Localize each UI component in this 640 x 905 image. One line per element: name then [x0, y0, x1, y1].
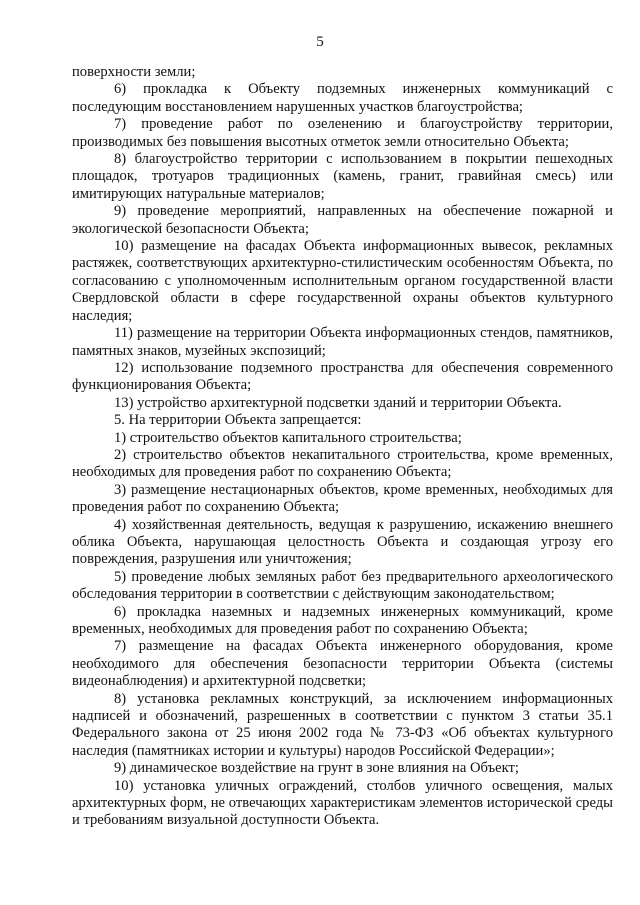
paragraph: 1) строительство объектов капитального строительства; [114, 429, 462, 446]
paragraph: 10) установка уличных ограждений, столбов уличного освещения, малых архитектурных форм, не отвечающих характеристикам элементов исторической среды и требованиям визуальной доступности Объекта. [72, 777, 613, 829]
paragraph: 10) размещение на фасадах Объекта информационных вывесок, рекламных растяжек, соответствующих архитектурно-стилистическим особенностям Объекта, по согласованию с уполномоченным исполнительным органом государственной власти Свердловской области в сфере государственной охраны объектов культурного наследия; [72, 238, 613, 324]
paragraph: 8) благоустройство территории с использованием в покрытии пешеходных площадок, тротуаров традиционных (камень, гранит, гравийная смесь) или имитирующих натуральные материалов; [72, 151, 613, 202]
paragraph: 6) прокладка к Объекту подземных инженерных коммуникаций с последующим восстановлением нарушенных участков благоустройства; [72, 81, 613, 115]
paragraph: 5) проведение любых земляных работ без предварительного археологического обследования территории в соответствии с действующим законодательством; [72, 568, 613, 603]
paragraph: 13) устройство архитектурной подсветки зданий и территории Объекта. [114, 394, 562, 411]
paragraph: 4) хозяйственная деятельность, ведущая к разрушению, искажению внешнего облика Объекта, нарушающая целостность Объекта и создающая угрозу его повреждения, разрушения или уничтожения; [72, 516, 613, 568]
document-body [72, 64, 613, 830]
paragraph: 8) установка рекламных конструкций, за исключением информационных надписей и обозначений, разрешенных в соответствии с пунктом 3 статьи 35.1 Федерального закона от 25 июня 2002 года № 73-ФЗ «Об объектах культурного наследия (памятниках истории и культуры) народов Российской Федерации»; [72, 690, 613, 759]
section-heading: 5. На территории Объекта запрещается: [114, 412, 362, 429]
paragraph: 2) строительство объектов некапитального строительства, кроме временных, необходимых для проведения работ по сохранению Объекта; [72, 446, 613, 481]
paragraph: 7) проведение работ по озеленению и благоустройству территории, производимых без повышения высотных отметок земли относительно Объекта; [72, 116, 613, 150]
paragraph: 9) проведение мероприятий, направленных на обеспечение пожарной и экологической безопасности Объекта; [72, 203, 613, 237]
page-number: 5 [316, 34, 324, 50]
paragraph: 12) использование подземного пространства для обеспечения современного функционирования Объекта; [72, 359, 613, 394]
paragraph: 7) размещение на фасадах Объекта инженерного оборудования, кроме необходимого для обеспечения безопасности территории Объекта (системы видеонаблюдения) и архитектурной подсветки; [72, 638, 613, 690]
paragraph: 6) прокладка наземных и надземных инженерных коммуникаций, кроме временных, необходимых для проведения работ по сохранению Объекта; [72, 603, 613, 637]
paragraph: 9) динамическое воздействие на грунт в зоне влияния на Объект; [114, 760, 519, 777]
paragraph: поверхности земли; [72, 64, 196, 80]
paragraph: 11) размещение на территории Объекта информационных стендов, памятников, памятных знаков, музейных экспозиций; [72, 325, 613, 359]
paragraph: 3) размещение нестационарных объектов, кроме временных, необходимых для проведения работ по сохранению Объекта; [72, 481, 613, 516]
